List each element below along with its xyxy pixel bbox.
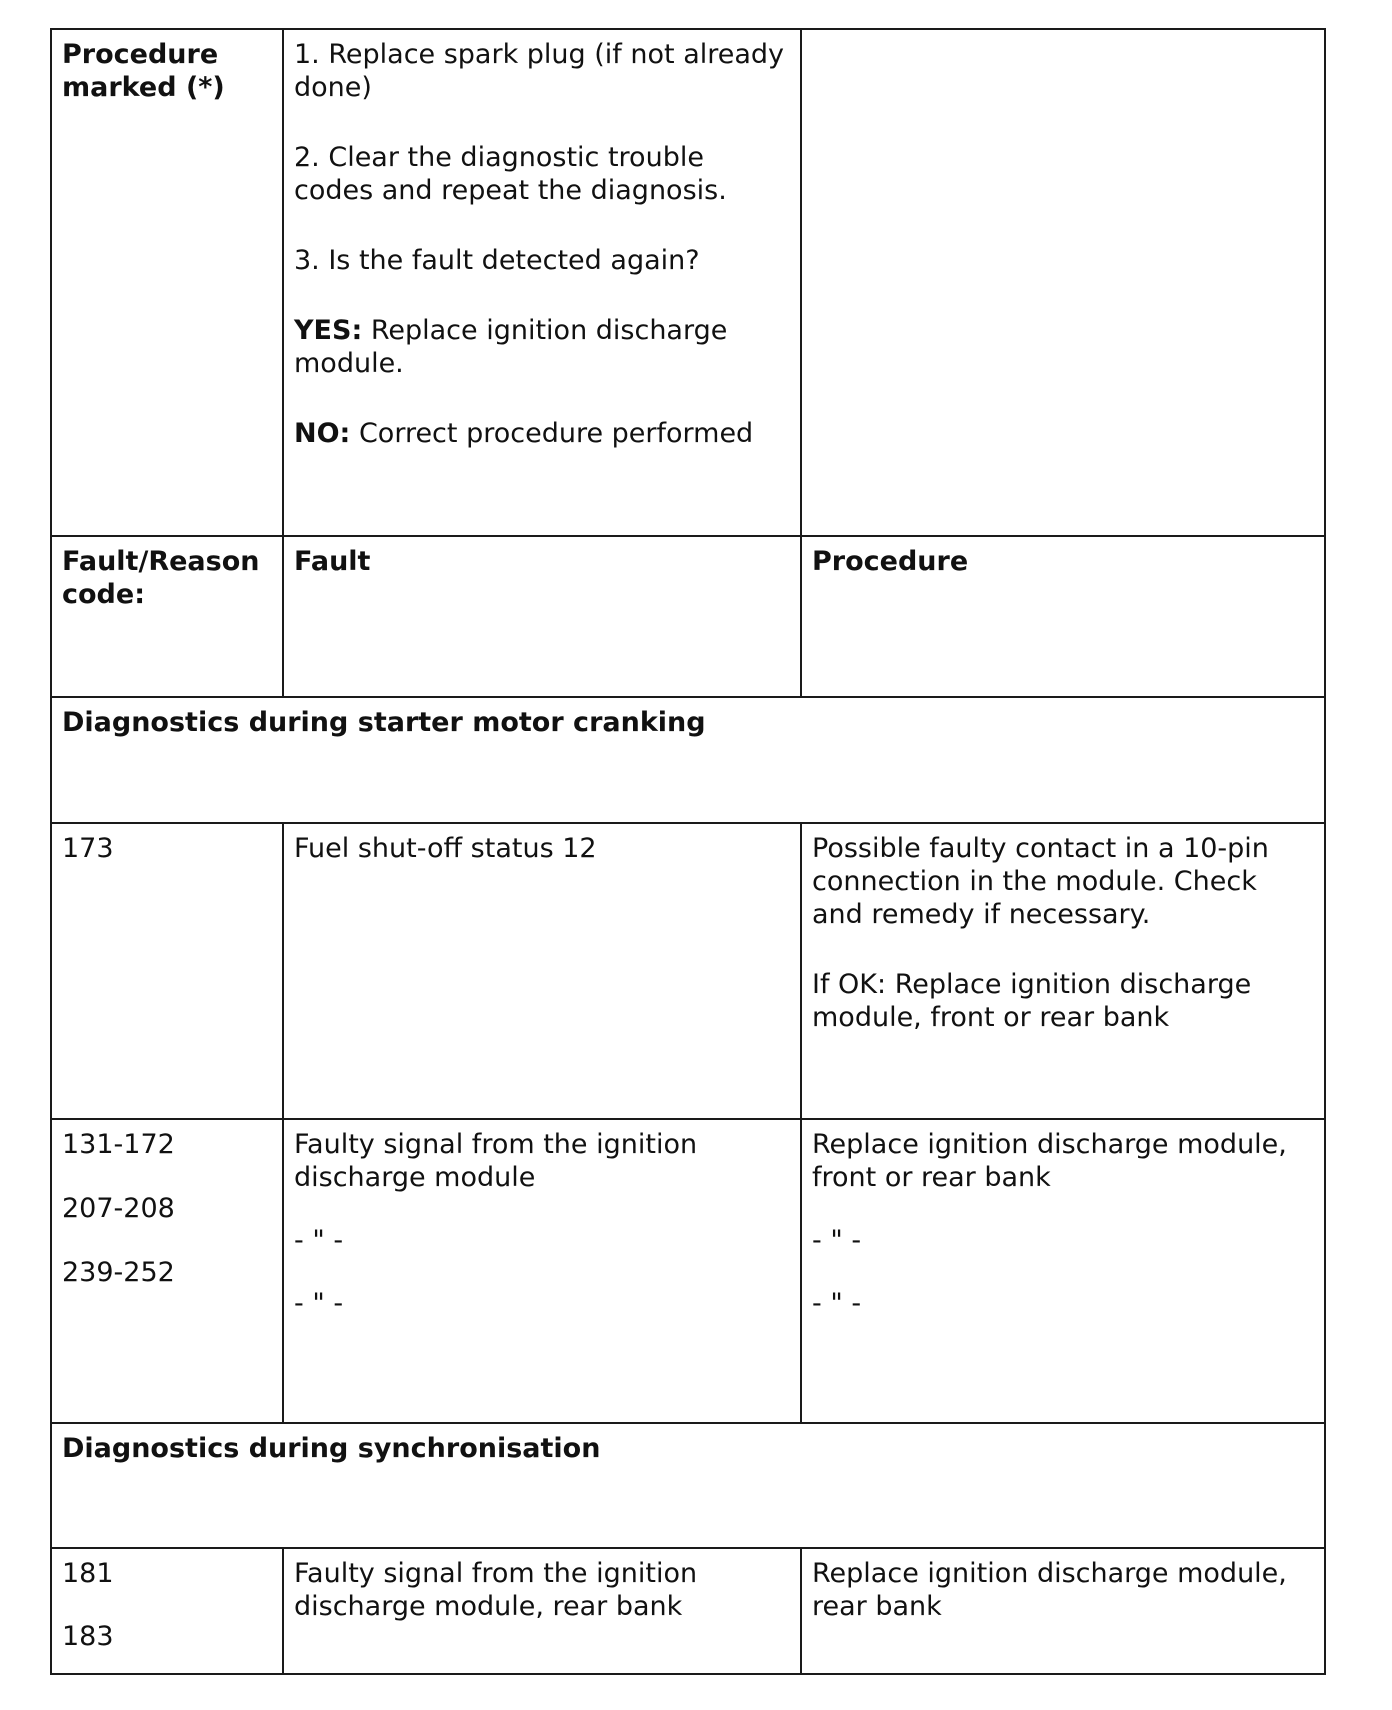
procedure-value: Replace ignition discharge module, front or rear bank bbox=[812, 1129, 1287, 1193]
fault-ditto: - " - bbox=[294, 1288, 344, 1319]
procedure-step: 3. Is the fault detected again? bbox=[294, 245, 700, 276]
procedure-cell bbox=[801, 1119, 1325, 1423]
code-value: 181 bbox=[62, 1558, 114, 1589]
section-title: Diagnostics during synchronisation bbox=[51, 1423, 1325, 1548]
yes-label: YES: bbox=[294, 315, 363, 346]
procedure-label: Procedure marked (*) bbox=[51, 29, 283, 536]
fault-cell bbox=[283, 1119, 801, 1423]
code-value: 131-172 bbox=[62, 1129, 175, 1160]
column-header-row bbox=[51, 536, 1325, 697]
fault-value: Fuel shut-off status 12 bbox=[294, 833, 597, 864]
procedure-cell bbox=[801, 823, 1325, 1119]
no-outcome bbox=[294, 417, 790, 450]
header-fault-reason-code: Fault/Reason code: bbox=[51, 536, 283, 697]
table-row bbox=[51, 1119, 1325, 1423]
table-row bbox=[51, 823, 1325, 1119]
no-label: NO: bbox=[294, 418, 351, 449]
code-cell bbox=[51, 1548, 283, 1674]
fault-value: Faulty signal from the ignition discharge module, rear bank bbox=[294, 1558, 698, 1622]
section-title: Diagnostics during starter motor cranking bbox=[51, 697, 1325, 823]
section-heading-row bbox=[51, 697, 1325, 823]
code-value: 207-208 bbox=[62, 1193, 175, 1224]
procedure-steps-cell bbox=[283, 29, 801, 536]
code-cell bbox=[51, 1119, 283, 1423]
fault-cell bbox=[283, 1548, 801, 1674]
code-value: 173 bbox=[62, 833, 114, 864]
fault-code-table bbox=[50, 28, 1326, 1675]
yes-outcome bbox=[294, 314, 790, 380]
header-fault: Fault bbox=[283, 536, 801, 697]
code-value: 239-252 bbox=[62, 1257, 175, 1288]
fault-ditto: - " - bbox=[294, 1225, 344, 1256]
procedure-step: 1. Replace spark plug (if not already done) bbox=[294, 39, 785, 103]
header-procedure: Procedure bbox=[801, 536, 1325, 697]
procedure-value: Possible faulty contact in a 10-pin connection in the module. Check and remedy if necessary. bbox=[812, 833, 1269, 930]
section-heading-row bbox=[51, 1423, 1325, 1548]
no-text: Correct procedure performed bbox=[350, 418, 754, 449]
procedure-ditto: - " - bbox=[812, 1225, 862, 1256]
procedure-ditto: - " - bbox=[812, 1288, 862, 1319]
procedure-empty-cell bbox=[801, 29, 1325, 536]
procedure-value: Replace ignition discharge module, rear bank bbox=[812, 1558, 1287, 1622]
procedure-row bbox=[51, 29, 1325, 536]
fault-cell bbox=[283, 823, 801, 1119]
procedure-step: 2. Clear the diagnostic trouble codes and repeat the diagnosis. bbox=[294, 142, 727, 206]
procedure-value: If OK: Replace ignition discharge module, front or rear bank bbox=[812, 969, 1252, 1033]
procedure-cell bbox=[801, 1548, 1325, 1674]
table-row bbox=[51, 1548, 1325, 1674]
code-value: 183 bbox=[62, 1621, 114, 1652]
yes-text: Replace ignition discharge module. bbox=[294, 315, 728, 379]
code-cell bbox=[51, 823, 283, 1119]
fault-value: Faulty signal from the ignition discharge module bbox=[294, 1129, 698, 1193]
